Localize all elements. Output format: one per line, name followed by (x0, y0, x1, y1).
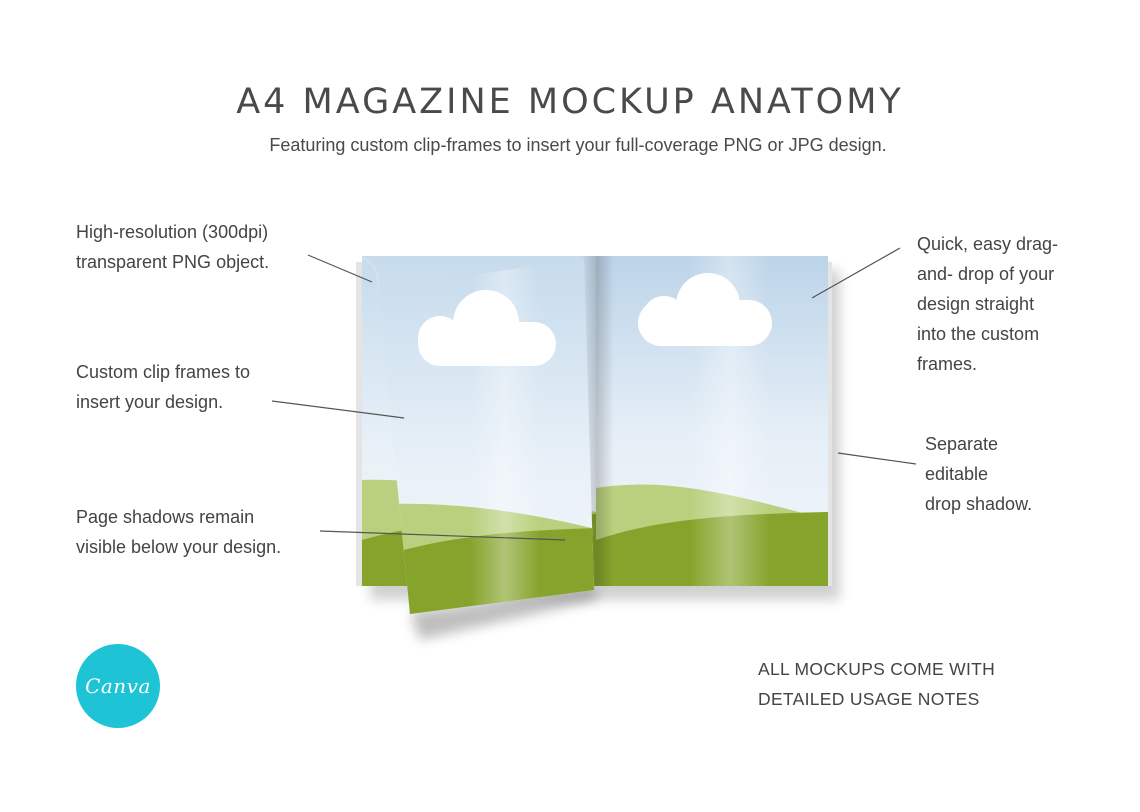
annotation-drop-shadow: Separate editable drop shadow. (925, 434, 1033, 514)
page-title: A4 MAGAZINE MOCKUP ANATOMY (236, 82, 904, 122)
canva-logo-text: Canva (85, 674, 151, 698)
annotation-drag-drop: Quick, easy drag- and- drop of your design straight into the custom frames. (917, 234, 1059, 374)
annotation-clip-frames: Custom clip frames to insert your design. (76, 362, 251, 412)
page-edge-left (356, 262, 362, 586)
right-page (596, 256, 828, 586)
canva-logo (76, 644, 160, 728)
usage-notes-footer: ALL MOCKUPS COME WITH DETAILED USAGE NOTES (758, 659, 996, 709)
page-subtitle: Featuring custom clip-frames to insert your full-coverage PNG or JPG design. (269, 135, 887, 155)
annotation-high-resolution: High-resolution (300dpi) transparent PNG object. (76, 222, 270, 272)
annotation-page-shadows: Page shadows remain visible below your design. (76, 507, 282, 557)
